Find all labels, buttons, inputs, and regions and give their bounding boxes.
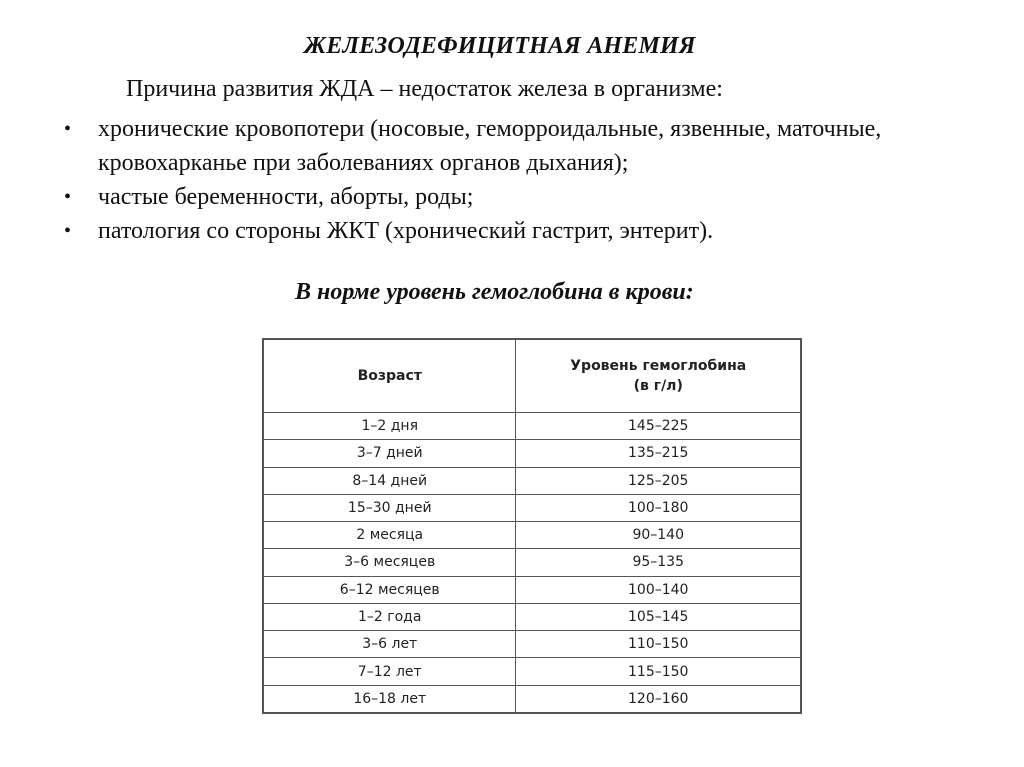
header-hemoglobin [516, 340, 801, 413]
age-cell: 8–14 дней [264, 467, 516, 494]
age-cell: 16–18 лет [264, 685, 516, 712]
header-age: Возраст [264, 340, 516, 413]
cause-line: Причина развития ЖДА – недостаток железа в организме: [126, 76, 723, 102]
hemoglobin-cell: 125–205 [516, 467, 801, 494]
list-item [64, 180, 964, 214]
table-row [264, 413, 801, 440]
hemoglobin-cell: 120–160 [516, 685, 801, 712]
table-header-row [264, 340, 801, 413]
slide-title: ЖЕЛЕЗОДЕФИЦИТНАЯ АНЕМИЯ [304, 33, 696, 59]
hemoglobin-cell: 115–150 [516, 658, 801, 685]
table-row [264, 631, 801, 658]
table-row [264, 494, 801, 521]
hemoglobin-cell: 90–140 [516, 522, 801, 549]
hemoglobin-cell: 100–140 [516, 576, 801, 603]
age-cell: 15–30 дней [264, 494, 516, 521]
list-item [64, 112, 964, 180]
age-cell: 1–2 года [264, 603, 516, 630]
hemoglobin-cell: 145–225 [516, 413, 801, 440]
header-hemoglobin-title: Уровень гемоглобина [570, 358, 747, 374]
cause-list [64, 112, 964, 248]
table-row [264, 549, 801, 576]
bullet-icon: • [64, 118, 72, 140]
hemoglobin-cell: 110–150 [516, 631, 801, 658]
table-row [264, 440, 801, 467]
bullet-icon: • [64, 186, 72, 208]
table-row [264, 522, 801, 549]
age-cell: 3–6 месяцев [264, 549, 516, 576]
age-cell: 3–7 дней [264, 440, 516, 467]
header-hemoglobin-unit: (в г/л) [633, 378, 683, 394]
age-cell: 6–12 месяцев [264, 576, 516, 603]
table-row [264, 603, 801, 630]
table-row [264, 658, 801, 685]
hemoglobin-cell: 105–145 [516, 603, 801, 630]
table-row [264, 685, 801, 712]
bullet-text: частые беременности, аборты, роды; [98, 184, 474, 210]
bullet-text: хронические кровопотери (носовые, геморроидальные, язвенные, маточные, кровохарканье при заболеваниях органов дыхания); [98, 116, 882, 176]
hemoglobin-cell: 95–135 [516, 549, 801, 576]
hemoglobin-cell: 135–215 [516, 440, 801, 467]
bullet-text: патология со стороны ЖКТ (хронический гастрит, энтерит). [98, 218, 714, 244]
hemoglobin-cell: 100–180 [516, 494, 801, 521]
hemoglobin-table [262, 338, 802, 714]
age-cell: 7–12 лет [264, 658, 516, 685]
table-row [264, 576, 801, 603]
age-cell: 1–2 дня [264, 413, 516, 440]
age-cell: 2 месяца [264, 522, 516, 549]
list-item [64, 214, 964, 248]
age-cell: 3–6 лет [264, 631, 516, 658]
table-row [264, 467, 801, 494]
bullet-icon: • [64, 220, 72, 242]
norm-heading: В норме уровень гемоглобина в крови: [295, 279, 694, 305]
